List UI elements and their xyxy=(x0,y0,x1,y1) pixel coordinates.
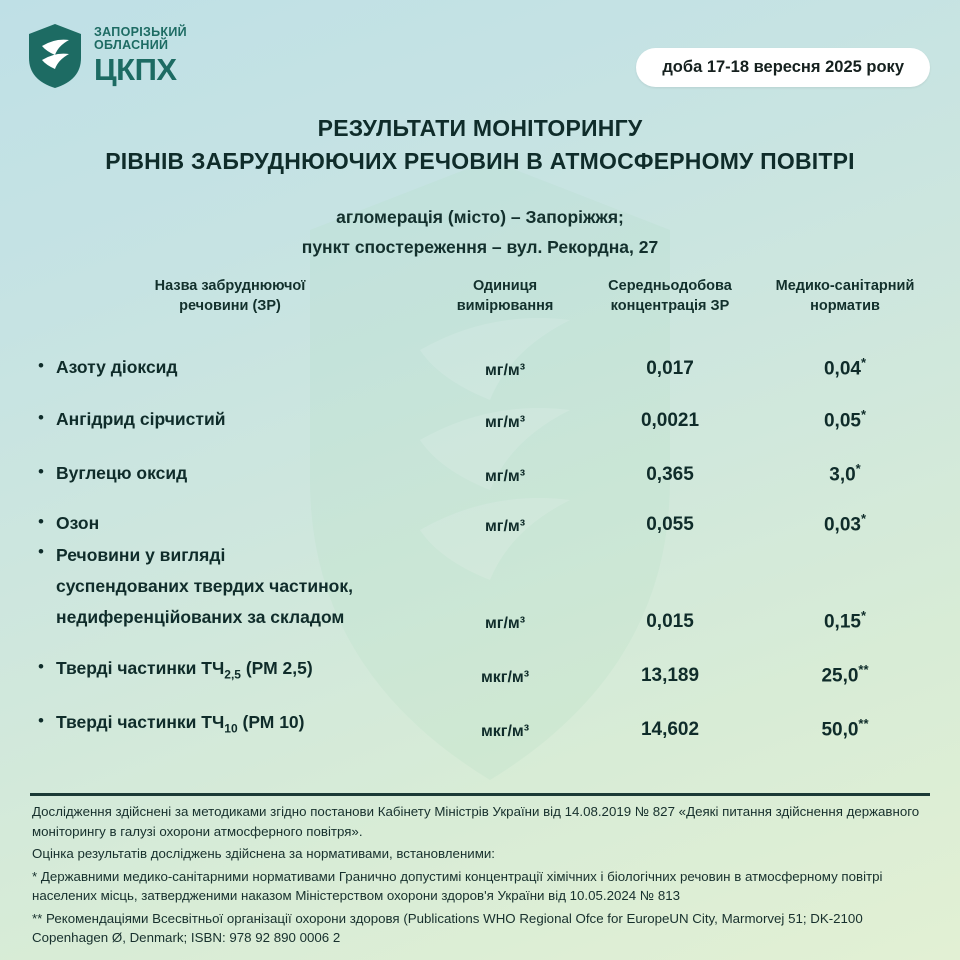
shield-icon xyxy=(26,22,84,90)
cell-norm xyxy=(760,662,930,687)
substance-label xyxy=(56,655,313,688)
norm-value: 50,0 xyxy=(821,719,859,740)
cell-unit: мкг/м³ xyxy=(480,723,530,740)
footnote-single-star: * Державними медико-санітарними нормативами Гранично допустимі концентрації хімічних і біологічних речовин в атмосферному повітрі населених місць, затвердженими наказом Міністерством охорони здоров'я України від 10.05.2024 № 813 xyxy=(32,868,883,903)
table-row xyxy=(30,440,930,486)
bullet-icon: • xyxy=(38,710,44,730)
cell-substance xyxy=(30,354,430,380)
column-header-unit-line1: Одиниця xyxy=(472,278,538,294)
bullet-icon: • xyxy=(38,408,44,427)
norm-footnote-mark: ** xyxy=(858,661,869,677)
cell-substance xyxy=(30,540,430,633)
cell-concentration: 13,189 xyxy=(640,665,700,686)
cell-substance xyxy=(30,709,430,742)
footnote-methodology: Дослідження здійснені за методиками згідно постанови Кабінету Міністрів України від 14.08.2019 № 827 «Деякі питання здійснення державного моніторингу в галузі охорони атмосферного повітря». xyxy=(32,804,920,839)
cell-substance xyxy=(30,655,430,688)
subtitle-line-1: агломерація (місто) – Запоріжжя; xyxy=(336,207,624,227)
logo-line-2: ОБЛАСНИЙ xyxy=(94,38,169,52)
logo-acronym: ЦКПХ xyxy=(94,52,177,87)
bullet-icon: • xyxy=(38,542,44,561)
cell-norm xyxy=(760,407,930,432)
substance-label: Азоту діоксид xyxy=(56,357,178,377)
cell-substance xyxy=(30,510,430,536)
footnote-double-star: ** Рекомендаціями Всесвітньої організації охорони здоровя (Publications WHO Regional Ofce for EuropeUN City, Marmorvej 51; DK-2100 Copenhagen Ø, Denmark; ISBN: 978 92 890 0006 2 xyxy=(32,910,863,945)
cell-norm xyxy=(760,716,930,741)
substance-label-tail: (РМ 10) xyxy=(237,711,305,732)
substance-label: Вуглецю оксид xyxy=(56,463,188,483)
title-line-1: РЕЗУЛЬТАТИ МОНІТОРИНГУ xyxy=(317,115,643,141)
column-header-substance-line1: Назва забруднюючої xyxy=(154,278,306,294)
column-header-concentration-line1: Середньодобова xyxy=(608,278,732,294)
table-body xyxy=(30,334,930,741)
cell-unit: мг/м³ xyxy=(484,615,526,632)
cell-substance xyxy=(30,460,430,486)
bullet-icon: • xyxy=(38,656,44,676)
table-row xyxy=(30,641,930,687)
footnotes xyxy=(32,802,932,951)
cell-concentration: 0,365 xyxy=(646,464,694,485)
substance-label-main: Тверді частинки ТЧ xyxy=(56,657,225,678)
norm-value: 0,15 xyxy=(823,611,861,632)
footnote-assessment: Оцінка результатів досліджень здійснена за нормативами, встановленими: xyxy=(32,846,495,861)
logo-text xyxy=(94,26,187,86)
norm-footnote-mark: ** xyxy=(858,715,869,731)
norm-value: 0,03 xyxy=(823,514,861,535)
substance-label-subscript: 10 xyxy=(224,721,238,735)
cell-substance xyxy=(30,406,430,432)
subtitle xyxy=(0,202,960,262)
footer-divider xyxy=(30,793,930,796)
cell-concentration: 0,017 xyxy=(646,358,694,379)
table-row xyxy=(30,695,930,741)
column-header-norm xyxy=(760,276,930,316)
column-header-norm-line1: Медико-санітарний xyxy=(775,278,915,294)
column-header-norm-line2: норматив xyxy=(810,298,880,314)
cell-norm xyxy=(760,608,930,633)
column-header-substance-line2: речовини (ЗР) xyxy=(179,298,281,314)
table-row xyxy=(30,490,930,536)
bullet-icon: • xyxy=(38,356,44,375)
cell-norm xyxy=(760,461,930,486)
substance-label: Речовини у вигляді суспендованих твердих частинок, недиференційованих за складом xyxy=(56,545,353,627)
title-line-2: РІВНІВ ЗАБРУДНЮЮЧИХ РЕЧОВИН В АТМОСФЕРНОМУ ПОВІТРІ xyxy=(105,148,855,174)
bullet-icon: • xyxy=(38,462,44,481)
cell-unit: мг/м³ xyxy=(484,414,526,431)
subtitle-line-2: пункт спостереження – вул. Рекордна, 27 xyxy=(301,237,659,257)
substance-label-subscript: 2,5 xyxy=(224,667,241,681)
cell-norm xyxy=(760,511,930,536)
norm-value: 3,0 xyxy=(829,464,856,485)
page-title xyxy=(0,112,960,178)
column-header-unit-line2: вимірювання xyxy=(456,298,554,314)
cell-unit: мкг/м³ xyxy=(480,669,530,686)
cell-concentration: 0,015 xyxy=(646,611,694,632)
bullet-icon: • xyxy=(38,512,44,531)
date-badge: доба 17-18 вересня 2025 року xyxy=(636,48,930,87)
column-header-unit xyxy=(430,276,580,316)
column-header-concentration xyxy=(580,276,760,316)
norm-footnote-mark: * xyxy=(855,460,861,476)
logo-line-1: ЗАПОРІЗЬКИЙ xyxy=(94,25,187,39)
norm-footnote-mark: * xyxy=(860,510,867,526)
cell-unit: мг/м³ xyxy=(484,518,526,535)
organization-logo xyxy=(26,22,187,90)
cell-norm xyxy=(760,355,930,380)
cell-concentration: 14,602 xyxy=(640,719,700,740)
substance-label xyxy=(56,709,305,742)
norm-footnote-mark: * xyxy=(860,406,867,422)
substance-label-tail: (РМ 2,5) xyxy=(240,657,313,678)
table-row xyxy=(30,334,930,380)
substance-label: Ангідрид сірчистий xyxy=(56,409,226,429)
table-row xyxy=(30,540,930,633)
norm-value: 25,0 xyxy=(821,665,859,686)
norm-value: 0,04 xyxy=(823,358,861,379)
cell-concentration: 0,055 xyxy=(646,514,694,535)
norm-footnote-mark: * xyxy=(860,354,867,370)
cell-unit: мг/м³ xyxy=(484,362,526,379)
measurements-table xyxy=(30,276,930,741)
substance-label: Озон xyxy=(56,513,100,533)
column-header-concentration-line2: концентрація ЗР xyxy=(610,298,730,314)
column-header-substance xyxy=(30,276,430,316)
table-row xyxy=(30,386,930,432)
norm-value: 0,05 xyxy=(823,410,861,431)
cell-unit: мг/м³ xyxy=(484,468,526,485)
substance-label-main: Тверді частинки ТЧ xyxy=(56,711,225,732)
cell-concentration: 0,0021 xyxy=(640,410,700,431)
table-header-row xyxy=(30,276,930,316)
norm-footnote-mark: * xyxy=(860,607,867,623)
